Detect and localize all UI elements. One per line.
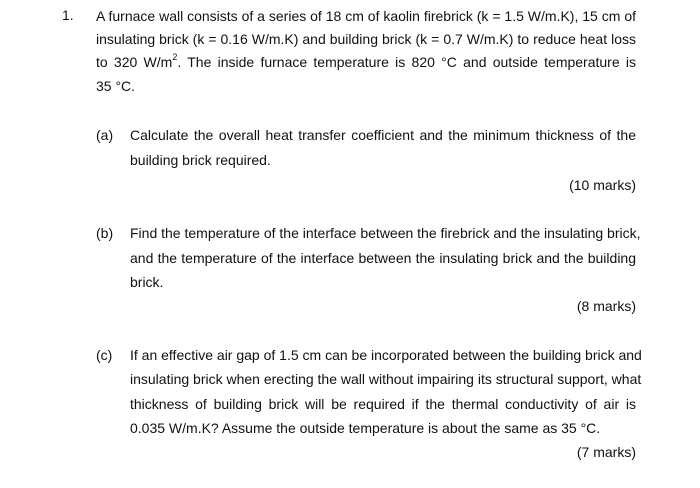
part-c-label: (c) [96,347,113,363]
stem-line-3-end: . The inside furnace temperature is 820 °C and outside temperature is [177,54,636,70]
superscript-squared: 2 [172,52,178,63]
part-c-marks: (7 marks) [576,444,636,460]
part-a-label: (a) [96,127,114,143]
question-stem-line-2: insulating brick (k = 0.16 W/m.K) and building brick (k = 0.7 W/m.K) to reduce heat loss [96,31,636,47]
part-a-line-2: building brick required. [130,152,271,168]
stem-line-3-start: to 320 W/m [96,54,173,70]
question-stem-line-4: 35 °C. [96,78,136,94]
part-b-marks: (8 marks) [576,298,636,314]
part-b-line-2: and the temperature of the interface between the insulating brick and the building [130,250,636,266]
part-a-marks: (10 marks) [569,177,636,193]
part-b-line-3: brick. [130,274,164,290]
part-b-line-1: Find the temperature of the interface between the firebrick and the insulating brick, [130,225,641,241]
part-a-line-1: Calculate the overall heat transfer coefficient and the minimum thickness of the [130,127,636,143]
part-c-line-1: If an effective air gap of 1.5 cm can be incorporated between the building brick and [130,347,642,363]
part-b-label: (b) [96,225,114,241]
question-stem-line-3 [96,53,636,71]
part-c-line-4: 0.035 W/m.K? Assume the outside temperature is about the same as 35 °C. [130,420,601,436]
question-number: 1. [62,7,74,23]
part-c-line-2: insulating brick when erecting the wall without impairing its structural support, what [130,371,642,387]
question-stem-line-1: A furnace wall consists of a series of 18 cm of kaolin firebrick (k = 1.5 W/m.K), 15 cm of [96,8,636,24]
part-c-line-3: thickness of building brick will be required if the thermal conductivity of air is [130,396,636,412]
